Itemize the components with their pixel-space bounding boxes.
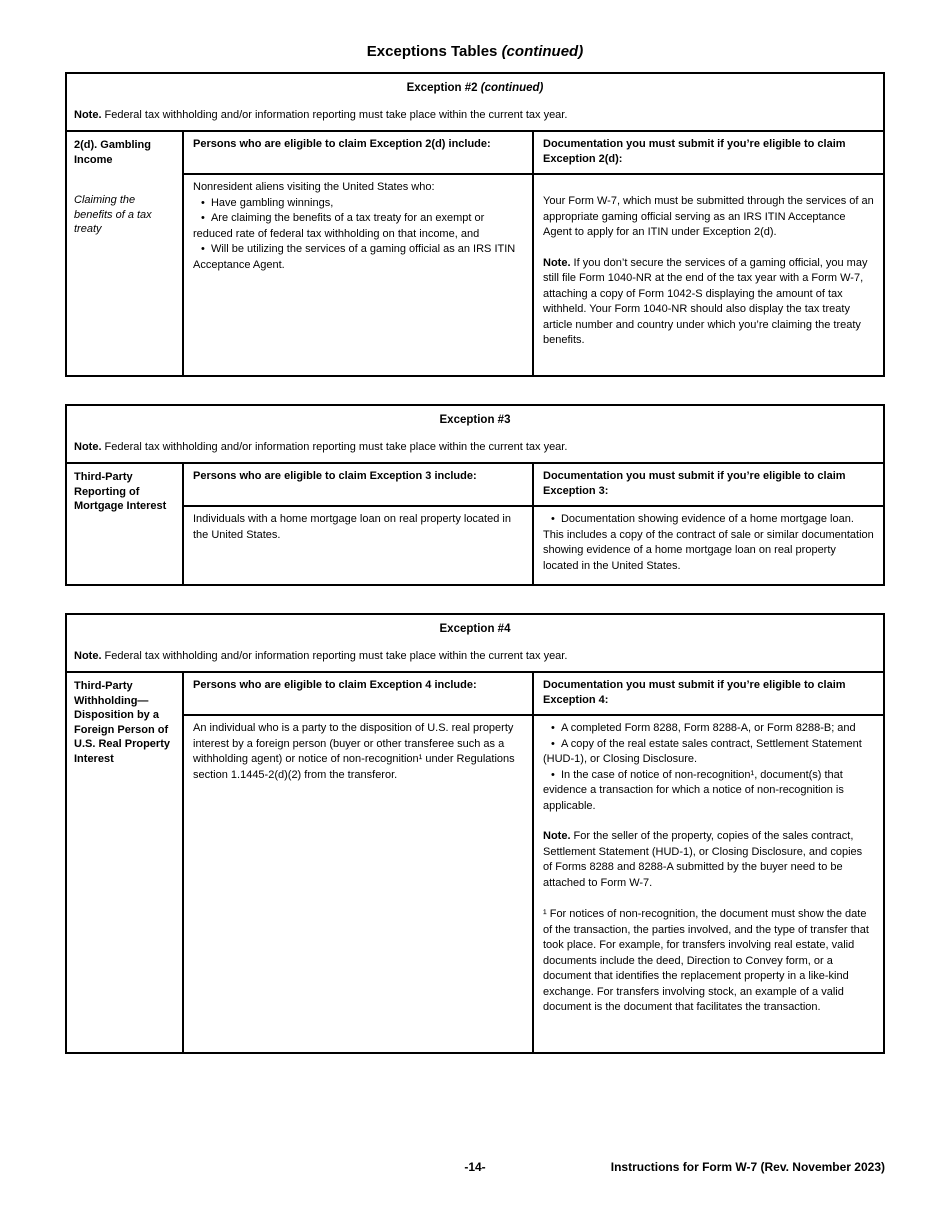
exception-2-banner-continued: (continued) bbox=[480, 82, 544, 94]
exception-2-table bbox=[65, 72, 885, 377]
row-label-title: Third-Party Reporting of Mortgage Interest bbox=[74, 471, 167, 512]
persons-bullet: • Are claiming the benefits of a tax treaty for an exempt or reduced rate of federal tax withholding on that income, and bbox=[193, 211, 523, 242]
docs-note bbox=[543, 829, 874, 891]
exception-4-docs-header: Documentation you must submit if you’re eligible to claim Exception 4: bbox=[534, 673, 883, 716]
exception-4-row-label-cell bbox=[67, 673, 184, 1052]
exception-3-banner bbox=[74, 414, 876, 426]
docs-bullet: • Documentation showing evidence of a home mortgage loan. This includes a copy of the contract of sale or similar documentation showing evidence of a home mortgage loan on real property located in the United States. bbox=[543, 512, 874, 574]
exception-3-table bbox=[65, 404, 885, 586]
exception-2-note bbox=[74, 108, 876, 122]
note-label: Note. bbox=[543, 256, 571, 269]
exception-3-persons-cell bbox=[184, 507, 534, 584]
exception-2-docs-cell bbox=[534, 175, 883, 375]
exception-3-banner-cell bbox=[67, 406, 883, 464]
row-label-title: Third-Party Withholding—Disposition by a Foreign Person of U.S. Real Property Interest bbox=[74, 680, 170, 765]
exception-4-banner-title: Exception #4 bbox=[439, 623, 511, 635]
exception-4-persons-header: Persons who are eligible to claim Exception 4 include: bbox=[184, 673, 534, 716]
docs-footnote: ¹ For notices of non-recognition, the document must show the date of the transaction, the parties involved, and the type of transfer that took place. For example, for transfers involving real estate, valid documents include the deed, Direction to Convey form, or a document that identifies the replacement property in a like-kind exchange. For transfers involving stock, an example of a valid document is the document that facilitates the transaction. bbox=[543, 908, 869, 1013]
exception-4-persons-cell bbox=[184, 716, 534, 1052]
exception-2-persons-header: Persons who are eligible to claim Exception 2(d) include: bbox=[184, 132, 534, 175]
page-footer bbox=[0, 1160, 950, 1176]
note-label: Note. bbox=[543, 830, 571, 842]
exception-2-banner-cell bbox=[67, 74, 883, 132]
document-title: Instructions for Form W-7 (Rev. November 2023) bbox=[610, 1160, 885, 1174]
persons-bullet: • Have gambling winnings, bbox=[193, 196, 523, 212]
exception-4-table bbox=[65, 613, 885, 1054]
note-text: Federal tax withholding and/or information reporting must take place within the current tax year. bbox=[101, 441, 568, 453]
exception-2-banner-title: Exception #2 bbox=[406, 82, 478, 94]
exception-4-docs-cell bbox=[534, 716, 883, 1052]
note-label: Note. bbox=[74, 441, 102, 453]
note-text: If you don’t secure the services of a gaming official, you may still file Form 1040-NR at the end of the tax year with a Form W-7, attaching a copy of Form 1042-S displaying the amount of tax withheld. Your Form 1040-NR should also display the tax treaty article number and country under which you’re claiming the treaty benefits. bbox=[543, 256, 868, 346]
note-text: Federal tax withholding and/or information reporting must take place within the current tax year. bbox=[101, 109, 568, 121]
exception-3-grid bbox=[67, 464, 883, 584]
page-title-main: Exceptions Tables bbox=[366, 43, 498, 60]
persons-bullet: • Will be utilizing the services of a gaming official as an IRS ITIN Acceptance Agent. bbox=[193, 242, 523, 273]
exception-3-note bbox=[74, 440, 876, 454]
exception-3-persons-header: Persons who are eligible to claim Exception 3 include: bbox=[184, 464, 534, 507]
exception-3-docs-cell bbox=[534, 507, 883, 584]
page-number: -14- bbox=[464, 1160, 486, 1174]
persons-text: Individuals with a home mortgage loan on real property located in the United States. bbox=[193, 513, 511, 541]
docs-bullet: • A completed Form 8288, Form 8288-A, or Form 8288-B; and bbox=[543, 721, 874, 737]
exception-3-row-label-cell bbox=[67, 464, 184, 584]
exception-4-grid bbox=[67, 673, 883, 1052]
docs-paragraph: Your Form W-7, which must be submitted through the services of an appropriate gaming official serving as an IRS ITIN Acceptance Agent to apply for an ITIN under Exception 2(d). bbox=[543, 195, 874, 238]
docs-bullet: • A copy of the real estate sales contract, Settlement Statement (HUD-1), or Closing Disclosure. bbox=[543, 737, 874, 768]
docs-bullet: • In the case of notice of non-recognition¹, document(s) that evidence a transaction for which a notice of non-recognition is applicable. bbox=[543, 768, 874, 815]
exception-4-banner-cell bbox=[67, 615, 883, 673]
exception-2-banner bbox=[74, 82, 876, 94]
exception-3-docs-header: Documentation you must submit if you’re eligible to claim Exception 3: bbox=[534, 464, 883, 507]
exception-2-persons-cell bbox=[184, 175, 534, 375]
persons-intro: Nonresident aliens visiting the United States who: bbox=[193, 181, 435, 193]
exception-2-row-label-cell bbox=[67, 132, 184, 375]
row-label-title: 2(d). Gambling Income bbox=[74, 139, 151, 166]
exception-4-note bbox=[74, 649, 876, 663]
note-text: For the seller of the property, copies of the sales contract, Settlement Statement (HUD-1), or Closing Disclosure, and copies of Forms 8288 and 8288-A submitted by the buyer need to be attached to Form W-7. bbox=[543, 830, 863, 889]
persons-text: An individual who is a party to the disposition of U.S. real property interest by a foreign person (buyer or other transferee such as a withholding agent) or notice of non-recognition¹ under Regulations section 1.1445-2(d)(2) from the transferor. bbox=[193, 722, 515, 781]
exception-4-banner bbox=[74, 623, 876, 635]
page-title bbox=[0, 0, 950, 60]
note-label: Note. bbox=[74, 109, 102, 121]
note-label: Note. bbox=[74, 650, 102, 662]
exception-3-banner-title: Exception #3 bbox=[439, 414, 511, 426]
exception-2-grid bbox=[67, 132, 883, 375]
row-label-subtitle: Claiming the benefits of a tax treaty bbox=[74, 194, 152, 235]
page-title-continued: (continued) bbox=[501, 43, 584, 60]
docs-note bbox=[543, 256, 874, 349]
exception-2-docs-header: Documentation you must submit if you’re eligible to claim Exception 2(d): bbox=[534, 132, 883, 175]
note-text: Federal tax withholding and/or information reporting must take place within the current tax year. bbox=[101, 650, 568, 662]
